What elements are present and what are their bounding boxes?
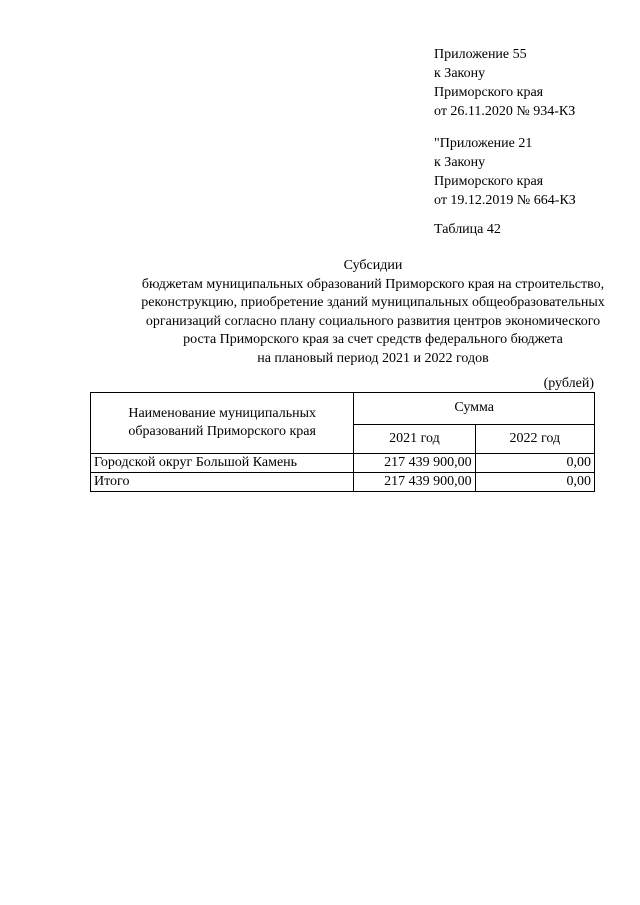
table-number: Таблица 42	[434, 222, 501, 237]
row-municipality-name: Городской округ Большой Камень	[91, 454, 354, 473]
title-line4: организаций согласно плану социального развития центров экономического	[145, 313, 601, 329]
total-amount-2021: 217 439 900,00	[354, 473, 475, 492]
appendix-current-line4: от 26.11.2020 № 934-КЗ	[434, 104, 576, 119]
title-line6: на плановый период 2021 и 2022 годов	[257, 350, 489, 366]
appendix-current-line2: к Закону	[434, 66, 486, 81]
units-label: (рублей)	[543, 376, 594, 391]
header-year-2021: 2021 год	[354, 424, 475, 453]
subsidies-table	[90, 392, 595, 492]
table-row	[91, 454, 595, 473]
title-line2: бюджетам муниципальных образований Приморского края на строительство,	[141, 276, 605, 292]
row-amount-2022: 0,00	[475, 454, 594, 473]
appendix-previous-line3: Приморского края	[434, 174, 544, 189]
appendix-previous-line1: "Приложение 21	[434, 136, 533, 151]
title-line1: Субсидии	[343, 258, 403, 273]
appendix-current-line1: Приложение 55	[434, 47, 527, 62]
document-title	[70, 257, 640, 368]
total-amount-2022: 0,00	[475, 473, 594, 492]
header-sum: Сумма	[354, 393, 595, 425]
header-name-line2: образований Приморского края	[128, 424, 316, 439]
title-line3: реконструкцию, приобретение зданий муниципальных общеобразовательных	[141, 295, 605, 310]
appendix-current-line3: Приморского края	[434, 85, 544, 100]
appendix-previous-line4: от 19.12.2019 № 664-КЗ	[434, 193, 576, 208]
header-year-2022: 2022 год	[475, 424, 594, 453]
appendix-previous-reference	[434, 134, 634, 210]
table-total-row	[91, 473, 595, 492]
header-municipality-name	[91, 393, 354, 454]
title-line5: роста Приморского края за счет средств федерального бюджета	[183, 332, 563, 347]
table-header-row	[91, 393, 595, 425]
appendix-previous-line2: к Закону	[434, 155, 486, 170]
appendix-current-reference	[434, 45, 634, 121]
total-label: Итого	[91, 473, 354, 492]
header-name-line1: Наименование муниципальных	[128, 406, 317, 421]
row-amount-2021: 217 439 900,00	[354, 454, 475, 473]
